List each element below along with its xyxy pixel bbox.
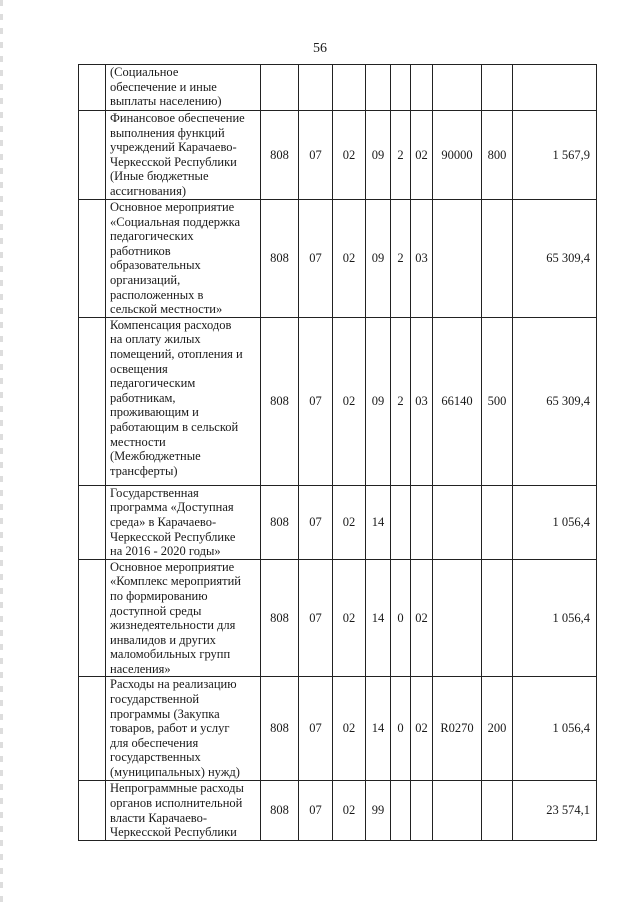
description-line: Непрограммные расходы: [110, 781, 244, 796]
description-line: товаров, работ и услуг: [110, 721, 230, 736]
amount-cell: 1 056,4: [513, 485, 597, 559]
direction-cell: [433, 65, 482, 111]
activity-cell: [411, 781, 433, 841]
description-line: (муниципальных) нужд): [110, 765, 240, 780]
amount-cell: 23 574,1: [513, 781, 597, 841]
section-cell: 07: [299, 781, 333, 841]
subsection-cell: 02: [333, 200, 366, 318]
table-row: [79, 559, 597, 677]
description-cell: [106, 200, 261, 318]
expense-type-cell: 200: [482, 677, 513, 781]
subsection-cell: 02: [333, 781, 366, 841]
subprogram-cell: 2: [391, 200, 411, 318]
description-line: «Социальная поддержка: [110, 214, 241, 229]
description-line: выплаты населению): [110, 94, 222, 109]
expense-type-cell: [482, 559, 513, 677]
table-row: [79, 200, 597, 318]
gov-code-cell: 808: [261, 317, 299, 485]
section-cell: [299, 65, 333, 111]
description-line: (Социальное: [110, 65, 179, 79]
description-line: населения»: [110, 661, 171, 676]
activity-cell: 03: [411, 317, 433, 485]
subprogram-cell: 0: [391, 559, 411, 677]
description-line: педагогическим: [110, 376, 196, 391]
description-line: освещения: [110, 361, 168, 376]
description-line: трансферты): [110, 463, 178, 478]
program-cell: 09: [366, 111, 391, 200]
subprogram-cell: 0: [391, 677, 411, 781]
page-number: 56: [313, 41, 327, 56]
table-row: [79, 317, 597, 485]
amount-cell: 1 056,4: [513, 559, 597, 677]
activity-cell: [411, 485, 433, 559]
section-cell: 07: [299, 317, 333, 485]
row-index-cell: [79, 559, 106, 677]
direction-cell: [433, 559, 482, 677]
expense-type-cell: 800: [482, 111, 513, 200]
description-line: программы (Закупка: [110, 706, 220, 721]
direction-cell: 66140: [433, 317, 482, 485]
description-line: программа «Доступная: [110, 500, 234, 515]
description-line: Финансовое обеспечение: [110, 111, 245, 125]
direction-cell: [433, 200, 482, 318]
description-line: помещений, отопления и: [110, 346, 243, 361]
expense-type-cell: [482, 200, 513, 318]
subsection-cell: 02: [333, 677, 366, 781]
description-line: ассигнования): [110, 183, 186, 198]
description-line: работникам,: [110, 390, 176, 405]
row-index-cell: [79, 677, 106, 781]
description-line: государственных: [110, 750, 201, 765]
description-line: работающим в сельской: [110, 419, 239, 434]
description-cell: [106, 485, 261, 559]
table-row: [79, 111, 597, 200]
activity-cell: 02: [411, 111, 433, 200]
gov-code-cell: 808: [261, 111, 299, 200]
direction-cell: 90000: [433, 111, 482, 200]
amount-cell: 1 056,4: [513, 677, 597, 781]
description-line: Компенсация расходов: [110, 317, 232, 332]
amount-cell: 1 567,9: [513, 111, 597, 200]
activity-cell: [411, 65, 433, 111]
description-line: Черкесской Республики: [110, 825, 237, 840]
description-line: на 2016 - 2020 годы»: [110, 544, 221, 559]
subprogram-cell: [391, 781, 411, 841]
description-line: (Иные бюджетные: [110, 169, 209, 184]
table-row: [79, 781, 597, 841]
description-line: местности: [110, 434, 166, 449]
section-cell: 07: [299, 485, 333, 559]
table-row: [79, 485, 597, 559]
row-index-cell: [79, 317, 106, 485]
description-line: по формированию: [110, 588, 208, 603]
description-cell: [106, 111, 261, 200]
program-cell: 14: [366, 677, 391, 781]
program-cell: 99: [366, 781, 391, 841]
description-line: работников: [110, 243, 171, 258]
description-cell: [106, 559, 261, 677]
description-line: доступной среды: [110, 603, 202, 618]
amount-cell: 65 309,4: [513, 317, 597, 485]
description-line: расположенных в: [110, 287, 204, 302]
table-row: [79, 65, 597, 111]
description-cell: [106, 677, 261, 781]
gov-code-cell: 808: [261, 781, 299, 841]
description-line: (Межбюджетные: [110, 449, 201, 464]
subsection-cell: 02: [333, 317, 366, 485]
subprogram-cell: [391, 485, 411, 559]
subsection-cell: 02: [333, 111, 366, 200]
direction-cell: [433, 485, 482, 559]
table-body: [79, 65, 597, 841]
page-edge-artifact: [0, 0, 3, 905]
subsection-cell: 02: [333, 485, 366, 559]
description-line: Черкесской Республике: [110, 529, 236, 544]
expense-type-cell: [482, 65, 513, 111]
program-cell: 14: [366, 559, 391, 677]
gov-code-cell: 808: [261, 677, 299, 781]
description-line: государственной: [110, 692, 200, 707]
description-line: педагогических: [110, 229, 194, 244]
subprogram-cell: 2: [391, 111, 411, 200]
description-line: выполнения функций: [110, 125, 225, 140]
description-line: организаций,: [110, 272, 181, 287]
gov-code-cell: 808: [261, 559, 299, 677]
program-cell: [366, 65, 391, 111]
expense-type-cell: 500: [482, 317, 513, 485]
description-line: Основное мероприятие: [110, 200, 235, 214]
program-cell: 09: [366, 317, 391, 485]
description-line: на оплату жилых: [110, 332, 201, 347]
description-line: Расходы на реализацию: [110, 677, 237, 692]
activity-cell: 02: [411, 677, 433, 781]
description-line: жизнедеятельности для: [110, 618, 236, 633]
description-line: «Комплекс мероприятий: [110, 574, 241, 589]
activity-cell: 02: [411, 559, 433, 677]
subsection-cell: [333, 65, 366, 111]
description-line: проживающим и: [110, 405, 199, 420]
section-cell: 07: [299, 111, 333, 200]
description-line: власти Карачаево-: [110, 810, 207, 825]
description-line: для обеспечения: [110, 735, 199, 750]
description-cell: [106, 781, 261, 841]
description-cell: [106, 317, 261, 485]
subprogram-cell: [391, 65, 411, 111]
row-index-cell: [79, 200, 106, 318]
amount-cell: 65 309,4: [513, 200, 597, 318]
description-line: среда» в Карачаево-: [110, 514, 217, 529]
description-line: образовательных: [110, 258, 201, 273]
budget-table: [78, 64, 597, 841]
activity-cell: 03: [411, 200, 433, 318]
table-row: [79, 677, 597, 781]
gov-code-cell: 808: [261, 200, 299, 318]
description-line: обеспечение и иные: [110, 79, 217, 94]
row-index-cell: [79, 485, 106, 559]
description-line: учреждений Карачаево-: [110, 140, 237, 155]
description-line: сельской местности»: [110, 302, 223, 317]
section-cell: 07: [299, 200, 333, 318]
direction-cell: R0270: [433, 677, 482, 781]
row-index-cell: [79, 111, 106, 200]
subprogram-cell: 2: [391, 317, 411, 485]
expense-type-cell: [482, 781, 513, 841]
description-cell: [106, 65, 261, 111]
row-index-cell: [79, 781, 106, 841]
description-line: инвалидов и других: [110, 632, 216, 647]
description-line: маломобильных групп: [110, 647, 231, 662]
description-line: Государственная: [110, 485, 199, 500]
subsection-cell: 02: [333, 559, 366, 677]
gov-code-cell: 808: [261, 485, 299, 559]
section-cell: 07: [299, 677, 333, 781]
description-line: Основное мероприятие: [110, 559, 235, 574]
program-cell: 14: [366, 485, 391, 559]
row-index-cell: [79, 65, 106, 111]
program-cell: 09: [366, 200, 391, 318]
direction-cell: [433, 781, 482, 841]
expense-type-cell: [482, 485, 513, 559]
description-line: Черкесской Республики: [110, 154, 237, 169]
section-cell: 07: [299, 559, 333, 677]
description-line: органов исполнительной: [110, 796, 243, 811]
gov-code-cell: [261, 65, 299, 111]
amount-cell: [513, 65, 597, 111]
